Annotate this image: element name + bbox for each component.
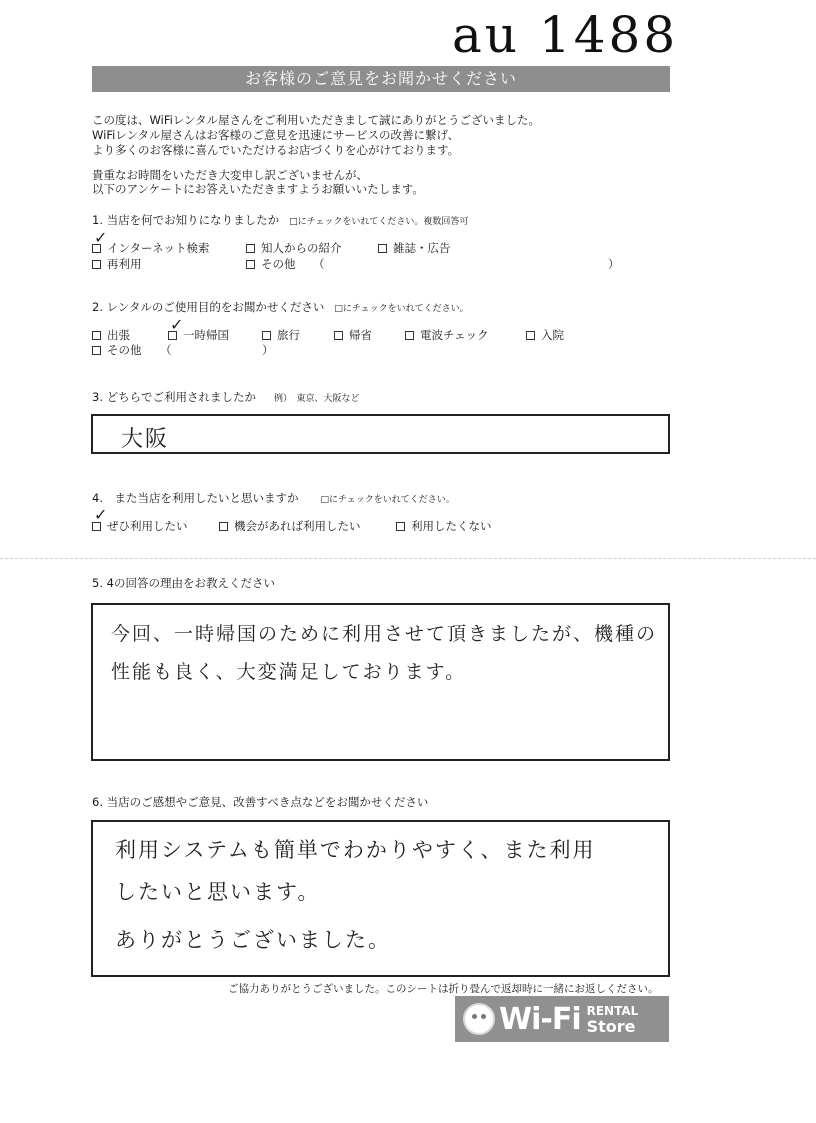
checkbox[interactable] [219,522,228,531]
q1-option-other[interactable] [246,256,296,272]
q1-option-reuse[interactable] [92,256,142,272]
checkbox[interactable] [262,331,271,340]
logo-subtext [587,1003,639,1035]
option-label: その他 [107,343,142,357]
intro-line-2: WiFiレンタル屋さんはお客様のご意見を迅速にサービスの改善に繋げ、 [92,128,460,142]
q5-title: 5. 4の回答の理由をお教えください [92,576,275,590]
q1-title-text: 1. 当店を何でお知りになりましたか [92,213,280,227]
q1-title [92,212,468,228]
q6-answer-line-2: したいと思います。 [115,880,321,904]
q3-answer-box[interactable] [91,414,670,454]
q4-option-no[interactable] [396,518,492,534]
q2-title-text: 2. レンタルのご使用目的をお聞かせください [92,300,325,314]
page-title-banner: お客様のご意見をお聞かせください [92,66,670,92]
checkbox[interactable] [246,244,255,253]
q2-other-close-paren: ） [262,343,274,357]
q4-option-if-chance[interactable] [219,518,361,534]
intro-line-3: より多くのお客様に喜んでいただけるお店づくりを心がけております。 [92,143,460,157]
checkbox[interactable] [92,260,101,269]
logo-rental-text: RENTAL [586,1004,639,1018]
intro-line-6: 以下のアンケートにお答えいただきますようお願いいたします。 [92,182,424,196]
option-label: 帰省 [349,328,372,342]
option-label: 再利用 [107,257,142,271]
q3-note: 例） 東京、大阪など [274,394,360,404]
q1-option-internet[interactable] [92,240,209,256]
checkbox[interactable] [92,346,101,355]
q2-title [92,299,469,315]
checkbox[interactable] [405,331,414,340]
check-mark-icon: ✓ [94,228,108,247]
q2-note: □にチェックをいれてください。 [334,304,469,314]
handwritten-id: au 1488 [452,6,679,64]
q6-title: 6. 当店のご感想やご意見、改善すべき点などをお聞かせください [92,795,429,809]
q1-note: □にチェックをいれてください。複数回答可 [289,217,469,227]
footer-note: ご協力ありがとうございました。このシートは折り畳んで返却時に一緒にお返しください。 [228,983,659,995]
option-label: 機会があれば利用したい [234,519,361,533]
option-label: ぜひ利用したい [107,519,188,533]
q6-answer-line-3: ありがとうございました。 [115,928,391,952]
intro-line-1: この度は、WiFiレンタル屋さんをご利用いただきまして誠にありがとうございました。 [92,113,541,127]
q4-title-text: 4. また当店を利用したいと思いますか [92,491,299,505]
q2-option-hospital[interactable] [526,327,564,343]
checkbox[interactable] [526,331,535,340]
option-label: 旅行 [277,328,300,342]
wifi-rental-store-logo [455,996,669,1042]
option-label: 一時帰国 [183,328,229,342]
q3-title [92,389,360,405]
q6-answer-line-1: 利用システムも簡単でわかりやすく、また利用 [115,838,596,862]
checkbox[interactable] [378,244,387,253]
q2-option-other[interactable] [92,342,142,358]
q3-title-text: 3. どちらでご利用されましたか [92,390,257,404]
option-label: 入院 [541,328,564,342]
option-label: その他 [261,257,296,271]
q2-option-business[interactable] [92,327,130,343]
check-mark-icon: ✓ [170,315,184,334]
q1-option-friend[interactable] [246,240,342,256]
checkbox[interactable] [246,260,255,269]
option-label: インターネット検索 [107,241,210,255]
q3-answer: 大阪 [121,427,170,452]
option-label: 電波チェック [420,328,489,342]
q5-answer-line-2: 性能も良く、大変満足しております。 [111,661,467,683]
q2-option-travel[interactable] [262,327,300,343]
q6-answer-box[interactable] [91,820,670,977]
checkbox[interactable] [334,331,343,340]
q1-other-close-paren: ） [608,257,620,271]
q4-note: □にチェックをいれてください。 [320,495,455,505]
checkbox[interactable] [92,331,101,340]
fold-line [0,558,816,559]
q5-answer-line-1: 今回、一時帰国のために利用させて頂きましたが、機種の [111,623,658,645]
check-mark-icon: ✓ [94,505,108,524]
option-label: 知人からの紹介 [261,241,342,255]
q1-option-magazine[interactable] [378,240,451,256]
option-label: 出張 [107,328,130,342]
mascot-icon [463,1003,495,1035]
option-label: 雑誌・広告 [393,241,451,255]
q5-answer-box[interactable] [91,603,670,761]
q4-title [92,490,455,506]
logo-store-text: Store [586,1017,636,1036]
checkbox[interactable] [396,522,405,531]
q2-other-open-paren: （ [160,343,172,357]
intro-line-5: 貴重なお時間をいただき大変申し訳ございませんが、 [92,168,368,182]
q2-option-signal-check[interactable] [405,327,489,343]
q2-option-return-home[interactable] [334,327,372,343]
option-label: 利用したくない [411,519,492,533]
q1-other-open-paren: （ [313,257,325,271]
logo-wifi-text: Wi-Fi [499,1001,581,1037]
